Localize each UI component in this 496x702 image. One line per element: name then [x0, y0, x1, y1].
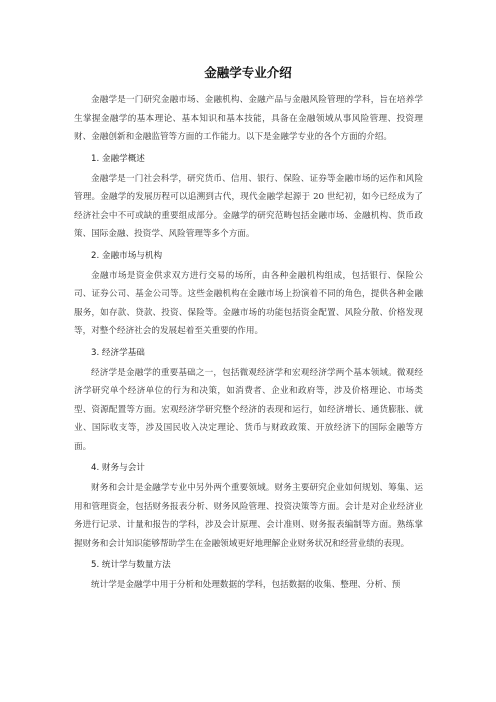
section-body-overview: 金融学是一门社会科学，研究货币、信用、银行、保险、证券等金融市场的运作和风险管理。金融学的发展历程可以追溯到古代，现代金融学起源于 20 世纪初，如今已经成为了经济社会中不可或缺的重要组成部分。金融学的研究范畴包括金融市场、金融机构、货币政策、国际金融、投资学、风险管理等多个方面。	[74, 173, 423, 239]
document-title: 金融学专业介绍	[204, 65, 292, 80]
section-heading-finance-accounting: 4. 财务与会计	[91, 463, 145, 473]
section-heading-markets: 2. 金融市场与机构	[91, 250, 163, 261]
section-heading-statistics: 5. 统计学与数量方法	[91, 560, 171, 570]
section-body-finance-accounting: 财务和会计是金融学专业中另外两个重要领域。财务主要研究企业如何规划、筹集、运用和管理资金，包括财务报表分析、财务风险管理、投资决策等方面。会计是对企业经济业务进行记录、计量和报告的学科，涉及会计原理、会计准则、财务报表编制等方面。熟练掌握财务和会计知识能够帮助学生在金融领域更好地理解企业财务状况和经营业绩的表现。	[74, 483, 423, 549]
document-body	[74, 91, 423, 600]
section-body-economics: 经济学是金融学的重要基础之一，包括微观经济学和宏观经济学两个基本领域。微观经济学研究单个经济单位的行为和决策，如消费者、企业和政府等，涉及价格理论、市场类型、资源配置等方面。宏观经济学研究整个经济的表现和运行，如经济增长、通货膨胀、就业、国际收支等，涉及国民收入决定理论、货币与财政政策、开放经济下的国际金融等方面。	[74, 367, 423, 452]
section-heading-economics: 3. 经济学基础	[91, 347, 145, 358]
intro-paragraph: 金融学是一门研究金融市场、金融机构、金融产品与金融风险管理的学科，旨在培养学生掌握金融学的基本理论、基本知识和基本技能，具备在金融领域从事风险管理、投资理财、金融创新和金融监管等方面的工作能力。以下是金融学专业的各个方面的介绍。	[74, 95, 423, 142]
section-body-markets: 金融市场是资金供求双方进行交易的场所，由各种金融机构组成，包括银行、保险公司、证券公司、基金公司等。这些金融机构在金融市场上扮演着不同的角色，提供各种金融服务，如存款、贷款、投资、保险等。金融市场的功能包括资金配置、风险分散、价格发现等，对整个经济社会的发展起着至关重要的作用。	[74, 270, 423, 336]
section-heading-overview: 1. 金融学概述	[91, 153, 145, 164]
section-body-statistics: 统计学是金融学中用于分析和处理数据的学科，包括数据的收集、整理、分析、预	[91, 580, 401, 590]
